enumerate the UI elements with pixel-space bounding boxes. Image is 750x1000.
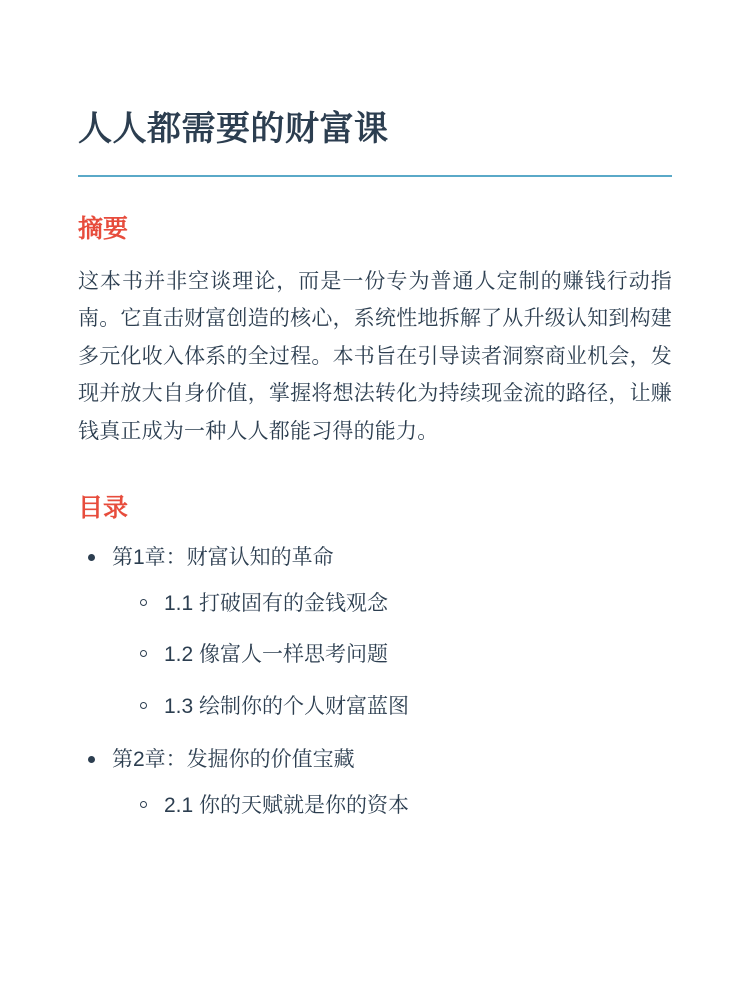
- list-item: 1.1 打破固有的金钱观念: [164, 588, 672, 620]
- toc-chapter-label: 第2章：发掘你的价值宝藏: [112, 744, 672, 776]
- list-item: 2.1 你的天赋就是你的资本: [164, 790, 672, 822]
- toc-subsection-list: [112, 588, 672, 723]
- title-divider: [78, 175, 672, 177]
- list-item: [112, 542, 672, 722]
- table-of-contents: [78, 542, 672, 821]
- list-item: 1.2 像富人一样思考问题: [164, 639, 672, 671]
- abstract-body: 这本书并非空谈理论，而是一份专为普通人定制的赚钱行动指南。它直击财富创造的核心，系统性地拆解了从升级认知到构建多元化收入体系的全过程。本书旨在引导读者洞察商业机会，发现并放大自身价值，掌握将想法转化为持续现金流的路径，让赚钱真正成为一种人人都能习得的能力。: [78, 270, 672, 443]
- toc-subsection-list: [112, 790, 672, 822]
- page-title: 人人都需要的财富课: [78, 110, 389, 148]
- toc-heading: 目录: [78, 493, 129, 522]
- abstract-heading: 摘要: [78, 214, 129, 243]
- list-item: 1.3 绘制你的个人财富蓝图: [164, 691, 672, 723]
- toc-chapter-label: 第1章：财富认知的革命: [112, 542, 672, 574]
- list-item: [112, 744, 672, 821]
